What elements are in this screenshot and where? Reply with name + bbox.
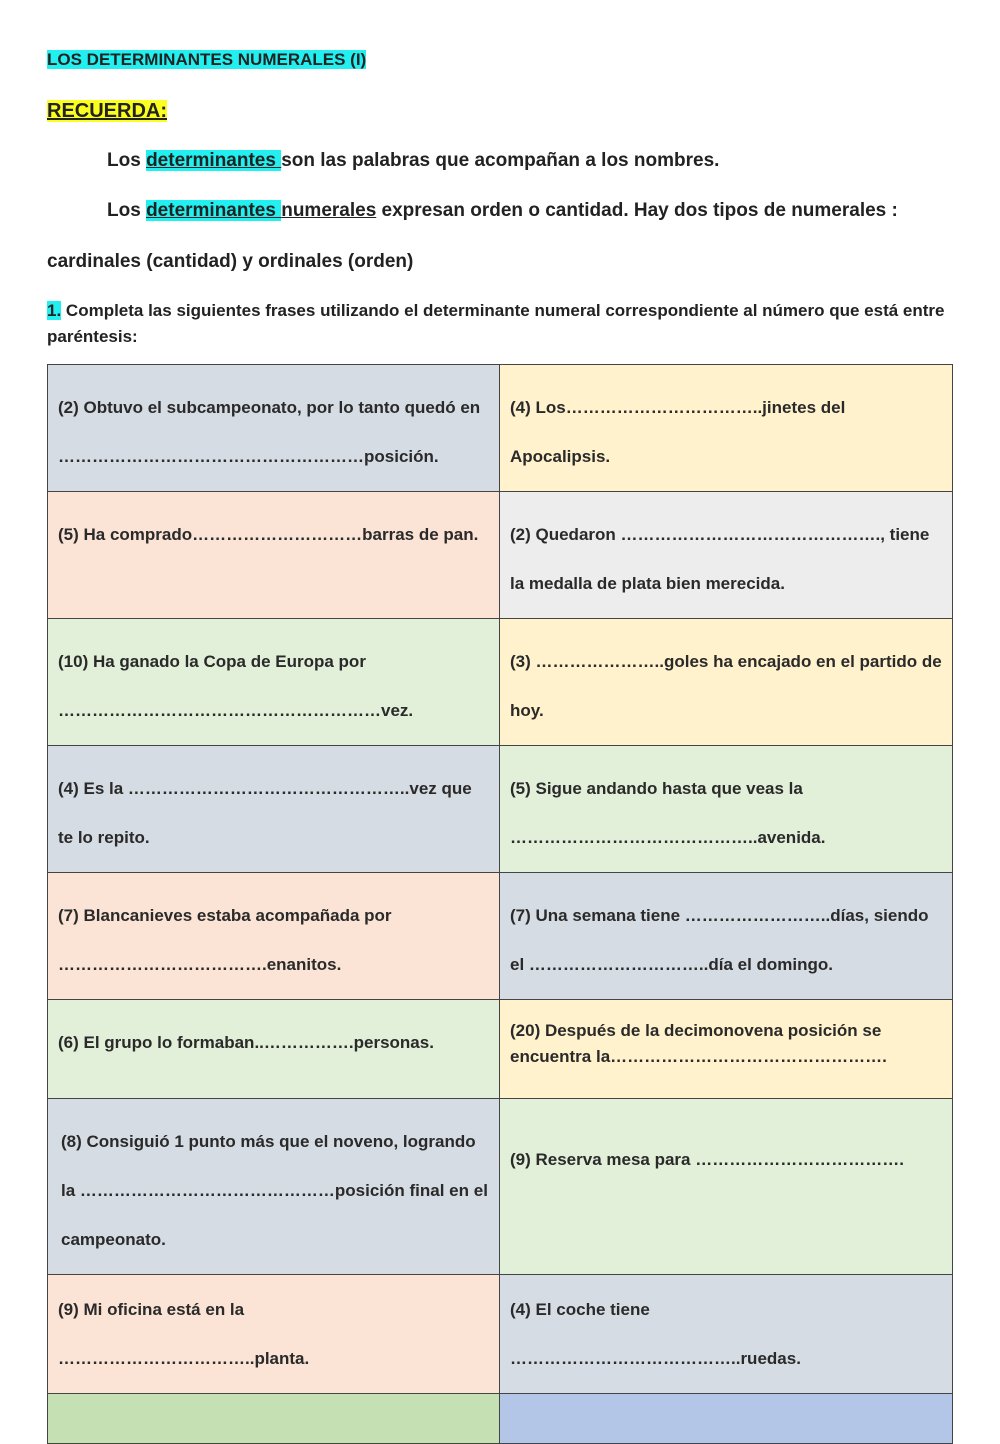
recuerda-heading bbox=[47, 97, 167, 125]
table-row bbox=[48, 1000, 953, 1099]
sentence-cell-2-right[interactable]: (2) Quedaron ………………………………………., tiene la medalla de plata bien merecida. bbox=[500, 492, 953, 619]
exercise-table bbox=[47, 364, 953, 1444]
table-row bbox=[48, 746, 953, 873]
sentence-cell-8-right[interactable]: (4) El coche tiene …………………………………..ruedas. bbox=[500, 1275, 953, 1394]
intro-line-1 bbox=[107, 148, 719, 174]
table-row bbox=[48, 619, 953, 746]
sentence-cell-5-right[interactable]: (7) Una semana tiene ……………………..días, siendo el …………………………..día el domingo. bbox=[500, 873, 953, 1000]
worksheet-title bbox=[47, 48, 366, 72]
sentence-cell-3-right[interactable]: (3) …………………..goles ha encajado en el partido de hoy. bbox=[500, 619, 953, 746]
exercise-instruction-text: Completa las siguientes frases utilizando el determinante numeral correspondiente al número que está entre paréntesis: bbox=[47, 301, 945, 346]
intro-line-1-rest: son las palabras que acompañan a los nombres. bbox=[281, 150, 720, 171]
worksheet-title-text: LOS DETERMINANTES NUMERALES (I) bbox=[47, 50, 367, 69]
sentence-cell-7-left[interactable]: (8) Consiguió 1 punto más que el noveno, logrando la ………………………………………posición final en el campeonato. bbox=[48, 1099, 500, 1275]
intro-line-2-highlight: determinantes bbox=[146, 200, 282, 221]
sentence-cell-4-left[interactable]: (4) Es la …………………………………………..vez que te lo repito. bbox=[48, 746, 500, 873]
table-row bbox=[48, 1099, 953, 1275]
sentence-cell-1-left[interactable]: (2) Obtuvo el subcampeonato, por lo tanto quedó en ………………………………………………posición. bbox=[48, 365, 500, 492]
intro-line-2-rest: expresan orden o cantidad. Hay dos tipos de numerales : bbox=[376, 200, 898, 221]
table-row bbox=[48, 365, 953, 492]
empty-cell-left bbox=[48, 1394, 500, 1444]
sentence-cell-2-left[interactable]: (5) Ha comprado…………………………barras de pan. bbox=[48, 492, 500, 619]
sentence-cell-5-left[interactable]: (7) Blancanieves estaba acompañada por ……………………………….enanitos. bbox=[48, 873, 500, 1000]
table-row bbox=[48, 873, 953, 1000]
intro-line-2 bbox=[107, 198, 898, 224]
intro-line-2-lead: Los bbox=[107, 200, 147, 221]
sentence-cell-4-right[interactable]: (5) Sigue andando hasta que veas la ……………………………………..avenida. bbox=[500, 746, 953, 873]
intro-line-2-underlined: numerales bbox=[281, 200, 377, 221]
table-row-empty bbox=[48, 1394, 953, 1444]
table-row bbox=[48, 492, 953, 619]
exercise-instruction bbox=[47, 298, 947, 350]
sentence-cell-6-left[interactable]: (6) El grupo lo formaban..…………….personas. bbox=[48, 1000, 500, 1099]
empty-cell-right bbox=[500, 1394, 953, 1444]
exercise-number: 1. bbox=[47, 301, 62, 320]
recuerda-text: RECUERDA: bbox=[47, 100, 167, 122]
sentence-cell-6-right[interactable]: (20) Después de la decimonovena posición se encuentra la…………………………………………. bbox=[500, 1000, 953, 1099]
sentence-cell-7-right[interactable]: (9) Reserva mesa para ………………………………. bbox=[500, 1099, 953, 1275]
table-row bbox=[48, 1275, 953, 1394]
sentence-cell-3-left[interactable]: (10) Ha ganado la Copa de Europa por …………………………………………………vez. bbox=[48, 619, 500, 746]
intro-line-1-lead: Los bbox=[107, 150, 147, 171]
intro-line-1-highlight: determinantes bbox=[146, 150, 282, 171]
sentence-cell-1-right[interactable]: (4) Los……………………………..jinetes del Apocalipsis. bbox=[500, 365, 953, 492]
intro-line-3: cardinales (cantidad) y ordinales (orden) bbox=[47, 251, 414, 272]
sentence-cell-8-left[interactable]: (9) Mi oficina está en la ……………………………..planta. bbox=[48, 1275, 500, 1394]
